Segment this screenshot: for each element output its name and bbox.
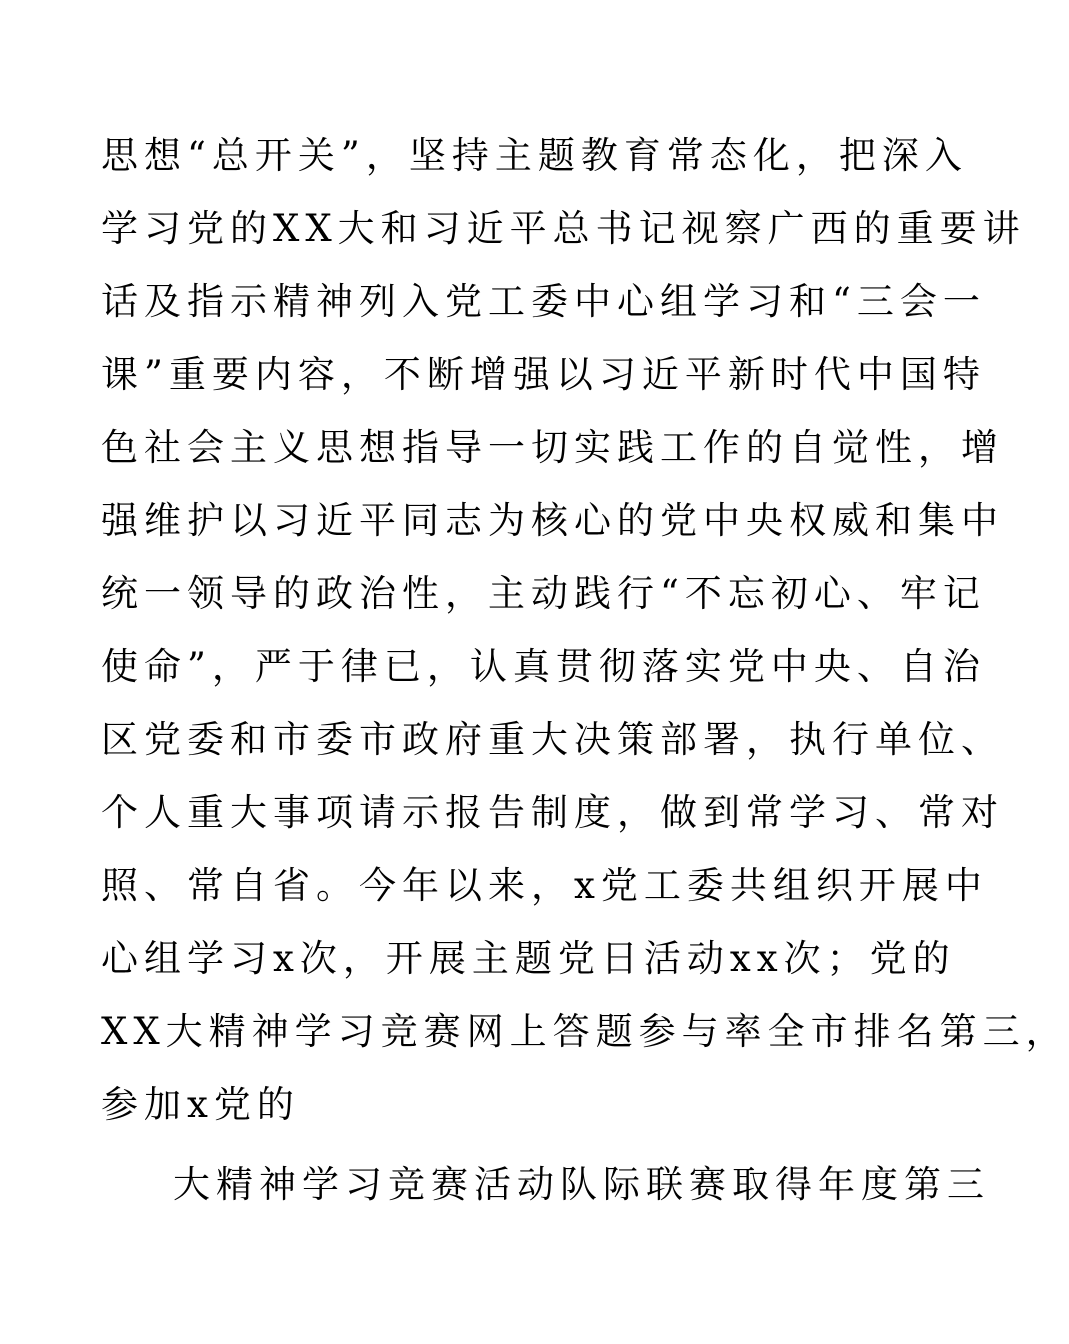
paragraph-line-10: 个人重大事项请示报告制度，做到常学习、常对: [101, 791, 1004, 834]
paragraph-line-1: 思想“总开关”，坚持主题教育常态化，把深入: [101, 134, 968, 177]
paragraph-line-14: 参加x党的: [101, 1083, 300, 1126]
paragraph-line-3: 话及指示精神列入党工委中心组学习和“三会一: [101, 280, 986, 323]
paragraph-line-7: 统一领导的政治性，主动践行“不忘初心、牢记: [101, 572, 986, 615]
paragraph-line-5: 色社会主义思想指导一切实践工作的自觉性，增: [101, 426, 1004, 469]
paragraph-line-12: 心组学习x次，开展主题党日活动xx次；党的: [101, 937, 956, 980]
paragraph-line-15: 大精神学习竞赛活动队际联赛取得年度第三: [173, 1163, 990, 1206]
paragraph-line-11: 照、常自省。今年以来，x党工委共组织开展中: [101, 864, 988, 907]
paragraph-line-2: 学习党的XX大和习近平总书记视察广西的重要讲: [101, 207, 1026, 250]
paragraph-line-13: XX大精神学习竞赛网上答题参与率全市排名第三，: [101, 1010, 1069, 1053]
paragraph-line-8: 使命”，严于律已，认真贯彻落实党中央、自治: [101, 645, 986, 688]
paragraph-line-6: 强维护以习近平同志为核心的党中央权威和集中: [101, 499, 1004, 542]
paragraph-line-4: 课”重要内容，不断增强以习近平新时代中国特: [101, 353, 986, 396]
paragraph-line-9: 区党委和市委市政府重大决策部署，执行单位、: [101, 718, 1004, 761]
